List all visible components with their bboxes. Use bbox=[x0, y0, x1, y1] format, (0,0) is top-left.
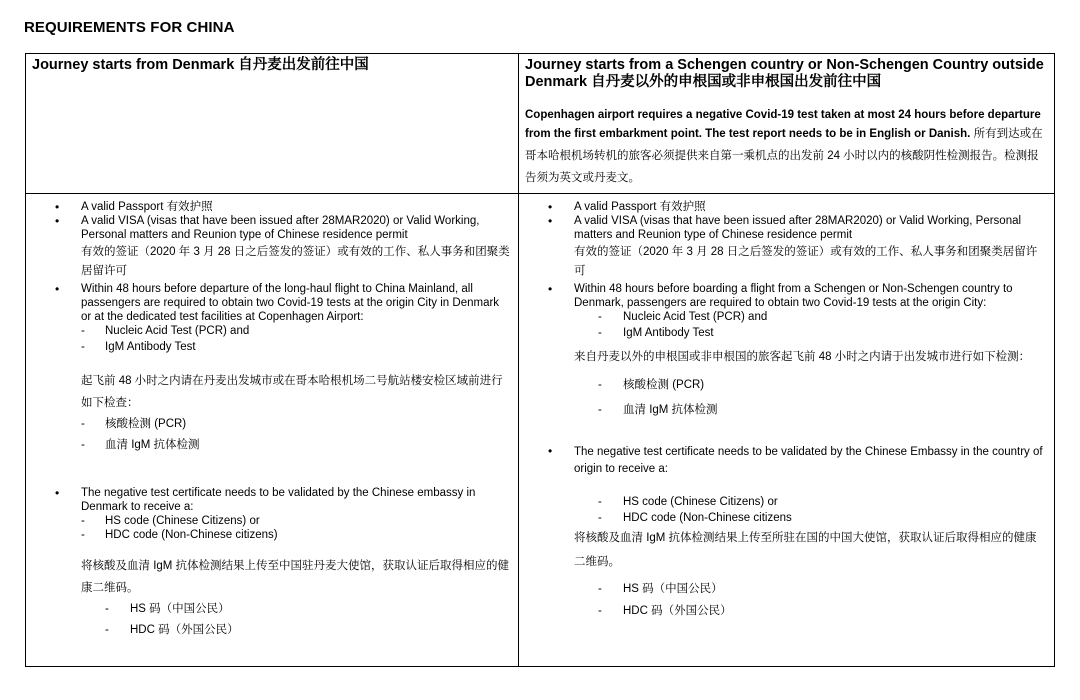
left-visa-item bbox=[26, 214, 518, 281]
left-passport-item bbox=[26, 200, 518, 214]
left-test-cn: 起飞前 48 小时之内请在丹麦出发城市或在哥本哈根机场二号航站楼安检区域前进行如下检查： bbox=[81, 375, 503, 409]
airport-note-cn: 所有到达或在哥本哈根机场转机的旅客必须提供来自第一乘机点的出发前 24 小时以内的核酸阴性检测报告。检测报告须为英文或丹麦文。 bbox=[525, 127, 1043, 184]
right-visa-en: • A valid VISA (visas that have been issued after 28MAR2020) or Valid Working, Personal matters and Reunion type of Chinese residence permit bbox=[574, 215, 1022, 241]
right-code-en-1: - HS code (Chinese Citizens) or bbox=[574, 494, 1046, 510]
page-title: REQUIREMENTS FOR CHINA bbox=[24, 19, 235, 36]
right-cert-cn: 将核酸及血清 IgM 抗体检测结果上传至所驻在国的中国大使馆，获取认证后取得相应的健康二维码。 bbox=[574, 532, 1037, 568]
right-cert-en: • The negative test certificate needs to be validated by the Chinese Embassy in the country of origin to receive a: bbox=[574, 446, 1043, 475]
right-test-cn-1: - 核酸检测 (PCR) bbox=[574, 373, 1046, 398]
left-visa-en: • A valid VISA (visas that have been issued after 28MAR2020) or Valid Working, Personal matters and Reunion type of Chinese residence permit bbox=[81, 215, 480, 241]
table-header-row bbox=[26, 54, 1055, 194]
left-visa-cn: 有效的签证（2020 年 3 月 28 日之后签发的签证）或有效的工作、私人事务和团聚类居留许可 bbox=[81, 246, 510, 277]
left-header-title: Journey starts from Denmark 自丹麦出发前往中国 bbox=[32, 57, 369, 73]
right-header-cell bbox=[519, 54, 1055, 194]
left-cert-item bbox=[26, 486, 518, 641]
left-cert-en: • The negative test certificate needs to be validated by the Chinese embassy in Denmark to receive a: bbox=[81, 487, 476, 513]
right-test-en: • Within 48 hours before boarding a flight from a Schengen or Non-Schengen country to Denmark, passengers are required to obtain two Covid-19 tests at the origin City: bbox=[574, 283, 1013, 309]
right-code-cn-1: - HS 码（中国公民） bbox=[574, 578, 1046, 600]
left-test-en-2: - IgM Antibody Test bbox=[81, 340, 510, 354]
left-test-cn-1: - 核酸检测 (PCR) bbox=[81, 414, 510, 435]
left-test-cn-2: - 血清 IgM 抗体检测 bbox=[81, 435, 510, 456]
right-test-cn: 来自丹麦以外的申根国或非申根国的旅客起飞前 48 小时之内请于出发城市进行如下检测： bbox=[574, 351, 1031, 363]
left-code-en-2: - HDC code (Non-Chinese citizens) bbox=[81, 528, 510, 542]
left-code-en-1: - HS code (Chinese Citizens) or bbox=[81, 514, 510, 528]
right-test-en-2: - IgM Antibody Test bbox=[574, 326, 1046, 340]
right-visa-item bbox=[519, 214, 1054, 281]
right-cert-item bbox=[519, 444, 1054, 622]
airport-note bbox=[525, 108, 1048, 189]
right-code-cn-2: - HDC 码（外国公民） bbox=[574, 600, 1046, 622]
left-test-item bbox=[26, 282, 518, 456]
left-header-cell bbox=[26, 54, 519, 194]
table-body-row bbox=[26, 194, 1055, 667]
left-cert-cn: 将核酸及血清 IgM 抗体检测结果上传至中国驻丹麦大使馆，获取认证后取得相应的健康二维码。 bbox=[81, 560, 510, 594]
right-test-cn-2: - 血清 IgM 抗体检测 bbox=[574, 398, 1046, 423]
right-passport-item bbox=[519, 200, 1054, 214]
airport-note-en: Copenhagen airport requires a negative Covid-19 test taken at most 24 hours before departure from the first embarkment point. The test report needs to be in English or Danish. bbox=[525, 109, 1041, 140]
right-test-en-1: - Nucleic Acid Test (PCR) and bbox=[574, 310, 1046, 324]
left-passport-text: A valid Passport 有效护照 bbox=[81, 201, 213, 213]
left-code-cn-1: - HS 码（中国公民） bbox=[81, 599, 510, 620]
left-code-cn-2: - HDC 码（外国公民） bbox=[81, 620, 510, 641]
left-test-en-1: - Nucleic Acid Test (PCR) and bbox=[81, 324, 510, 338]
right-code-en-2: - HDC code (Non-Chinese citizens bbox=[574, 510, 1046, 526]
left-test-en: • Within 48 hours before departure of the long-haul flight to China Mainland, all passengers are required to obtain two Covid-19 tests at the origin City in Denmark or at the dedicated test facilities at Copenhagen Airport: bbox=[81, 283, 500, 323]
right-body-cell bbox=[519, 194, 1055, 667]
requirements-table bbox=[25, 53, 1055, 667]
right-header-title: Journey starts from a Schengen country or Non-Schengen Country outside Denmark 自丹麦以外的申根国或非申根国出发前往中国 bbox=[525, 57, 1044, 90]
right-test-item bbox=[519, 282, 1054, 423]
right-passport-text: A valid Passport 有效护照 bbox=[574, 201, 706, 213]
right-visa-cn: 有效的签证（2020 年 3 月 28 日之后签发的签证）或有效的工作、私人事务和团聚类居留许可 bbox=[574, 246, 1038, 277]
left-body-cell bbox=[26, 194, 519, 667]
